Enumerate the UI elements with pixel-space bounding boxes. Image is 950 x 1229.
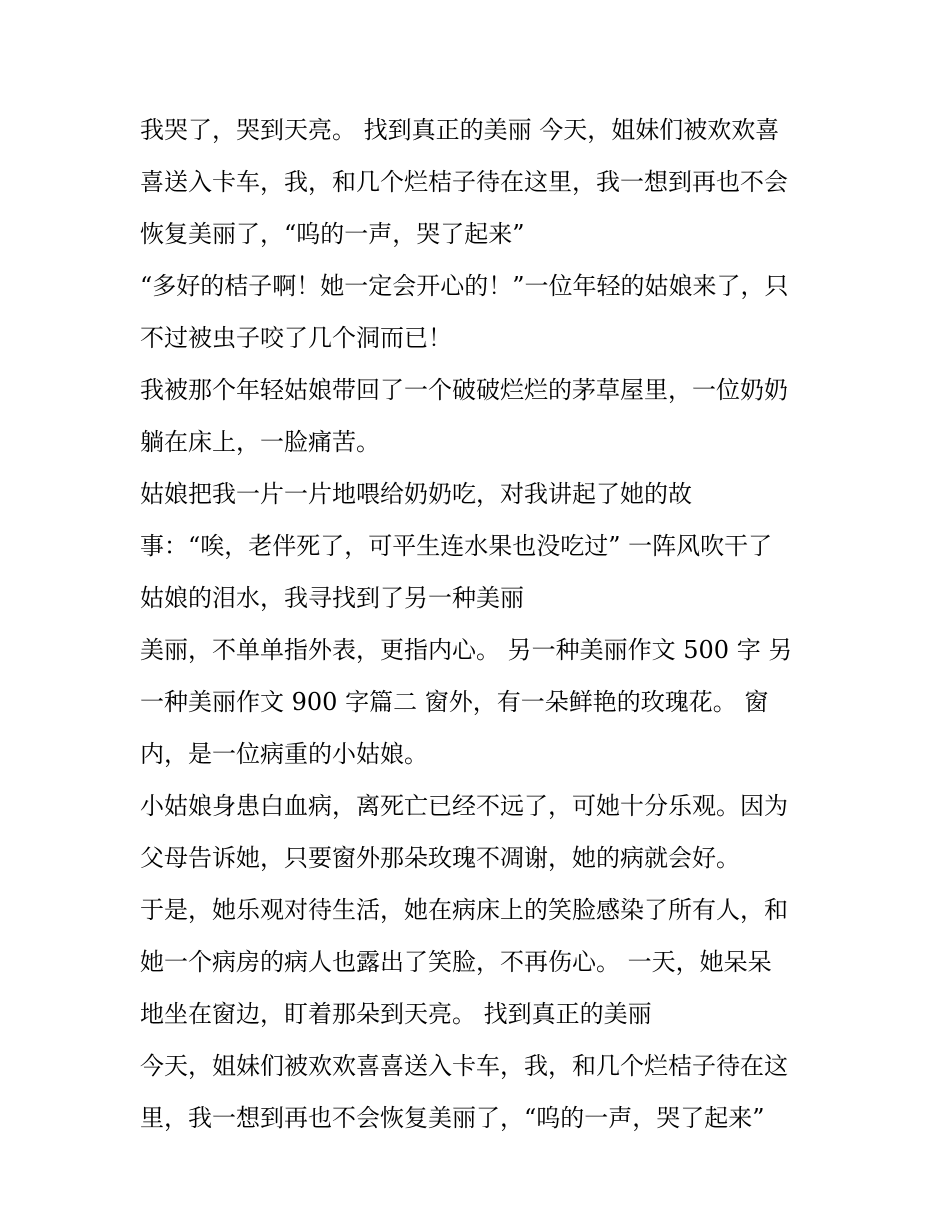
text-line: 我哭了，哭到天亮。 找到真正的美丽 今天，姐妹们被欢欢喜 [140, 116, 780, 144]
text-line: 地坐在窗边，盯着那朵到天亮。 找到真正的美丽 [140, 1000, 652, 1028]
text-line: 姑娘把我一片一片地喂给奶奶吃，对我讲起了她的故 [140, 480, 692, 508]
text-line: 一种美丽作文 900 字篇二 窗外，有一朵鲜艳的玫瑰花。 窗 [140, 688, 769, 716]
text-line: 于是，她乐观对待生活，她在病床上的笑脸感染了所有人，和 [140, 896, 788, 924]
text-line: 父母告诉她，只要窗外那朵玫瑰不凋谢，她的病就会好。 [140, 844, 740, 872]
text-line: 内，是一位病重的小姑娘。 [140, 740, 428, 768]
text-line: 喜送入卡车，我，和几个烂桔子待在这里，我一想到再也不会 [140, 168, 788, 196]
text-line: 不过被虫子咬了几个洞而已！ [140, 324, 452, 352]
text-line: 姑娘的泪水，我寻找到了另一种美丽 [140, 584, 524, 612]
text-line: 里，我一想到再也不会恢复美丽了，“呜的一声，哭了起来” [140, 1104, 765, 1132]
text-line: “多好的桔子啊！她一定会开心的！”一位年轻的姑娘来了，只 [140, 272, 789, 300]
text-line: 事：“唉，老伴死了，可平生连水果也没吃过” 一阵风吹干了 [140, 532, 773, 560]
text-line: 恢复美丽了，“呜的一声，哭了起来” [140, 220, 525, 248]
text-line: 小姑娘身患白血病，离死亡已经不远了，可她十分乐观。因为 [140, 792, 788, 820]
text-line: 躺在床上，一脸痛苦。 [140, 428, 380, 456]
text-line: 我被那个年轻姑娘带回了一个破破烂烂的茅草屋里，一位奶奶 [140, 376, 788, 404]
text-line: 美丽，不单单指外表，更指内心。 另一种美丽作文 500 字 另 [140, 636, 793, 664]
body-text [140, 110, 820, 1150]
text-line: 她一个病房的病人也露出了笑脸，不再伤心。 一天，她呆呆 [140, 948, 772, 976]
text-line: 今天，姐妹们被欢欢喜喜送入卡车，我，和几个烂桔子待在这 [140, 1052, 788, 1080]
